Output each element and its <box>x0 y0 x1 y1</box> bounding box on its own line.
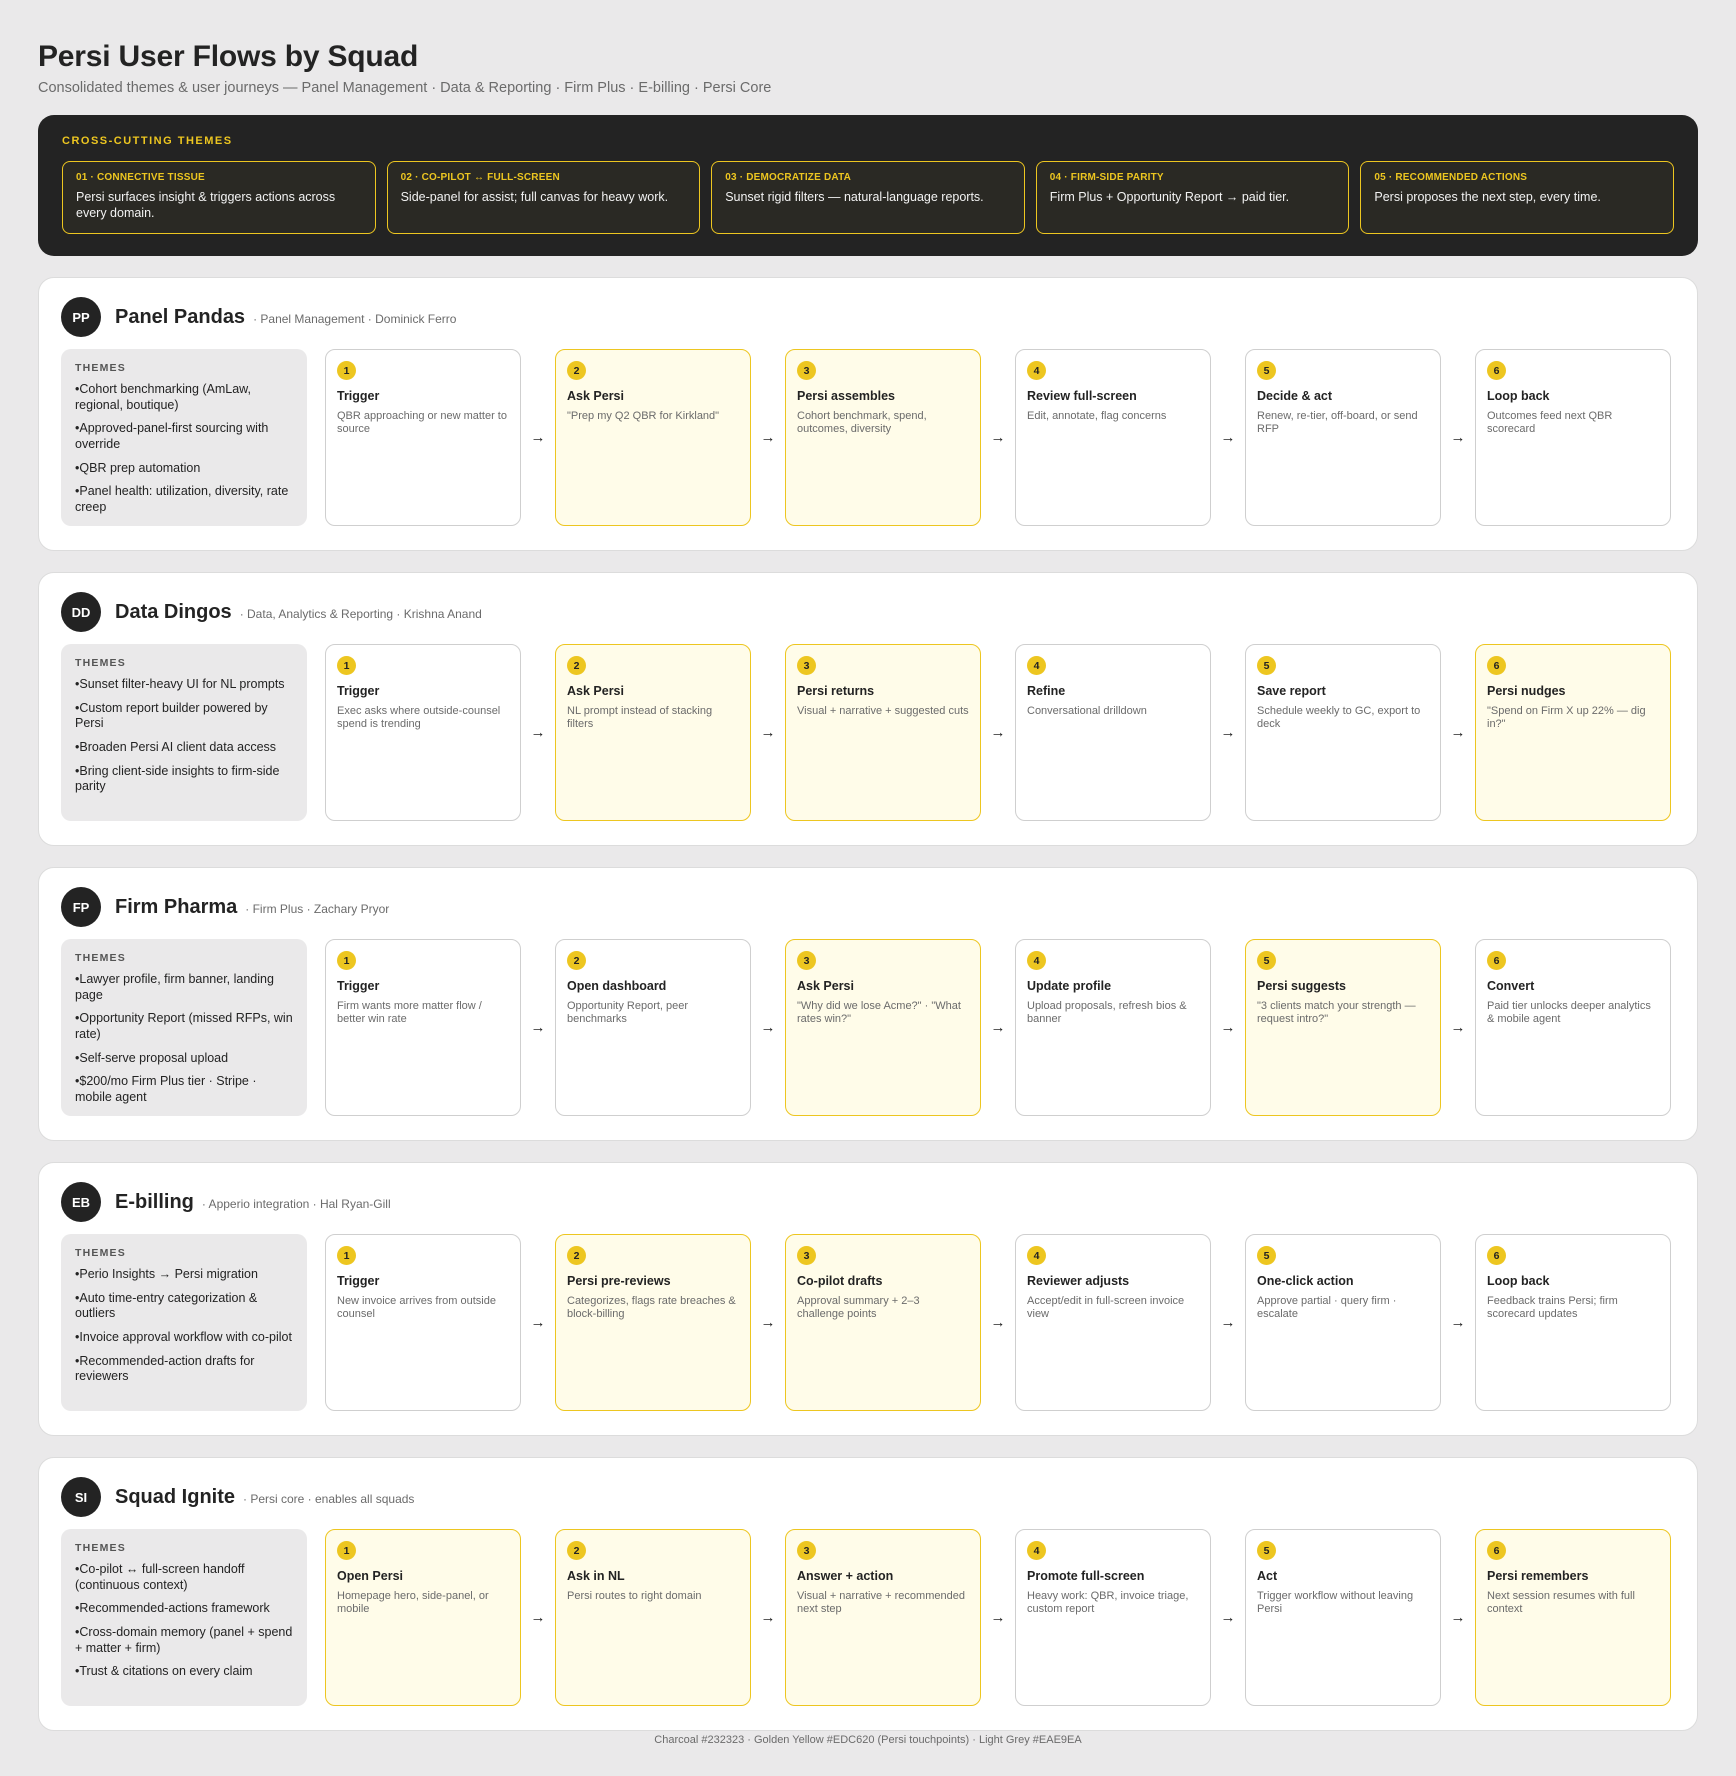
arrow-right-icon: → <box>530 1019 546 1036</box>
squad-header <box>61 592 1675 632</box>
squad-themes-box <box>61 644 307 821</box>
cross-cutting-label: CROSS-CUTTING THEMES <box>62 135 233 147</box>
theme-card-title: 05 · RECOMMENDED ACTIONS <box>1374 172 1528 183</box>
step-number-badge: 6 <box>1487 1541 1506 1560</box>
squad-body <box>61 939 1675 1116</box>
step-number-badge: 5 <box>1257 1246 1276 1265</box>
squad-meta: · Apperio integration · Hal Ryan-Gill <box>201 1196 391 1211</box>
step-card <box>1015 349 1211 526</box>
step-card <box>1015 1234 1211 1411</box>
squad-avatar: FP <box>61 887 101 927</box>
themes-list <box>75 1267 293 1385</box>
squad-meta: · Panel Management · Dominick Ferro <box>253 311 457 326</box>
squad-themes-box <box>61 1529 307 1706</box>
step-description: New invoice arrives from outside counsel <box>337 1295 496 1321</box>
page-subtitle: Consolidated themes & user journeys — Panel Management · Data & Reporting · Firm Plus · E-billing · Persi Core <box>38 80 772 96</box>
step-description: Next session resumes with full context <box>1487 1590 1635 1616</box>
theme-item: • Cross-domain memory (panel + spend + matter + firm) <box>75 1625 293 1656</box>
step-number-badge: 2 <box>567 951 586 970</box>
step-title: Decide & act <box>1257 389 1333 403</box>
step-card <box>325 644 521 821</box>
theme-item: • Co-pilot ↔ full-screen handoff (continuous context) <box>75 1562 293 1593</box>
step-description: Homepage hero, side-panel, or mobile <box>337 1590 489 1616</box>
step-card <box>555 939 751 1116</box>
themes-list <box>75 1562 293 1680</box>
theme-item: • Invoice approval workflow with co-pilot <box>75 1330 293 1346</box>
step-number-badge: 4 <box>1027 656 1046 675</box>
step-number-badge: 1 <box>337 1541 356 1560</box>
step-card <box>1015 1529 1211 1706</box>
theme-item: • Recommended-action drafts for reviewers <box>75 1354 293 1385</box>
step-title: Update profile <box>1027 979 1112 993</box>
step-number-badge: 6 <box>1487 1246 1506 1265</box>
themes-label: THEMES <box>75 952 126 964</box>
step-title: Open Persi <box>337 1569 403 1583</box>
squad-body <box>61 349 1675 526</box>
step-title: One-click action <box>1257 1274 1354 1288</box>
step-card <box>1475 349 1671 526</box>
squad-themes-box <box>61 1234 307 1411</box>
step-title: Convert <box>1487 979 1535 993</box>
arrow-right-icon: → <box>1450 1019 1466 1036</box>
flow-steps <box>325 349 1675 526</box>
flow-steps <box>325 644 1675 821</box>
squad-section <box>38 1457 1698 1731</box>
theme-item: • Recommended-actions framework <box>75 1601 293 1617</box>
theme-card-text: Persi surfaces insight & triggers actions across every domain. <box>76 190 336 221</box>
themes-list <box>75 382 293 515</box>
step-description: Edit, annotate, flag concerns <box>1027 410 1167 422</box>
squad-body <box>61 644 1675 821</box>
theme-card-text: Persi proposes the next step, every time. <box>1374 190 1601 204</box>
step-description: Approve partial · query firm · escalate <box>1257 1295 1397 1321</box>
step-description: "Spend on Firm X up 22% — dig in?" <box>1487 705 1646 731</box>
theme-item: • Bring client-side insights to firm-side parity <box>75 764 293 795</box>
theme-card-title: 01 · CONNECTIVE TISSUE <box>76 172 205 183</box>
squad-section <box>38 1162 1698 1436</box>
step-description: Opportunity Report, peer benchmarks <box>567 1000 689 1026</box>
persi-touchpoint-step-card <box>555 1529 751 1706</box>
squad-themes-box <box>61 349 307 526</box>
step-description: Visual + narrative + recommended next step <box>797 1590 965 1616</box>
step-number-badge: 6 <box>1487 361 1506 380</box>
theme-card-title: 03 · DEMOCRATIZE DATA <box>725 172 852 183</box>
theme-card <box>1360 161 1674 234</box>
theme-item: • Auto time-entry categorization & outliers <box>75 1291 293 1322</box>
arrow-right-icon: → <box>990 1609 1006 1626</box>
squad-avatar: PP <box>61 297 101 337</box>
persi-touchpoint-step-card <box>785 644 981 821</box>
persi-touchpoint-step-card <box>785 349 981 526</box>
step-number-badge: 3 <box>797 1541 816 1560</box>
themes-label: THEMES <box>75 1247 126 1259</box>
flow-steps <box>325 939 1675 1116</box>
step-card <box>325 939 521 1116</box>
step-title: Save report <box>1257 684 1326 698</box>
theme-item: • Approved-panel-first sourcing with override <box>75 421 293 452</box>
step-number-badge: 5 <box>1257 951 1276 970</box>
theme-item: • Sunset filter-heavy UI for NL prompts <box>75 677 293 693</box>
step-title: Persi nudges <box>1487 684 1566 698</box>
step-card <box>1245 1529 1441 1706</box>
step-description: "3 clients match your strength — request intro?" <box>1257 1000 1416 1026</box>
theme-card <box>711 161 1025 234</box>
step-title: Trigger <box>337 684 380 698</box>
step-title: Act <box>1257 1569 1278 1583</box>
step-card <box>1015 939 1211 1116</box>
squad-section <box>38 867 1698 1141</box>
themes-label: THEMES <box>75 362 126 374</box>
step-number-badge: 1 <box>337 1246 356 1265</box>
step-number-badge: 4 <box>1027 1541 1046 1560</box>
step-description: Feedback trains Persi; firm scorecard updates <box>1487 1295 1618 1321</box>
arrow-right-icon: → <box>1220 1314 1236 1331</box>
theme-item: • Self-serve proposal upload <box>75 1051 293 1067</box>
theme-item: • Panel health: utilization, diversity, rate creep <box>75 484 293 515</box>
theme-card <box>62 161 376 234</box>
squads-list <box>38 277 1698 1731</box>
step-title: Reviewer adjusts <box>1027 1274 1130 1288</box>
step-description: Renew, re-tier, off-board, or send RFP <box>1257 410 1418 436</box>
theme-card-title: 04 · FIRM-SIDE PARITY <box>1049 172 1164 183</box>
step-card <box>1245 644 1441 821</box>
flow-steps <box>325 1529 1675 1706</box>
squad-header <box>61 297 1675 337</box>
squad-avatar: DD <box>61 592 101 632</box>
step-description: Cohort benchmark, spend, outcomes, diversity <box>797 410 927 436</box>
arrow-right-icon: → <box>1450 1609 1466 1626</box>
flow-steps <box>325 1234 1675 1411</box>
step-number-badge: 5 <box>1257 1541 1276 1560</box>
squad-avatar: SI <box>61 1477 101 1517</box>
theme-item: • Perio Insights → Persi migration <box>75 1267 293 1283</box>
arrow-right-icon: → <box>1450 1314 1466 1331</box>
step-title: Loop back <box>1487 1274 1550 1288</box>
squad-name: Squad Ignite <box>115 1485 235 1508</box>
step-title: Open dashboard <box>567 979 667 993</box>
theme-item: • Broaden Persi AI client data access <box>75 740 293 756</box>
persi-touchpoint-step-card <box>1475 1529 1671 1706</box>
persi-touchpoint-step-card <box>555 1234 751 1411</box>
step-number-badge: 2 <box>567 1246 586 1265</box>
step-number-badge: 1 <box>337 951 356 970</box>
step-title: Answer + action <box>797 1569 894 1583</box>
step-description: Approval summary + 2–3 challenge points <box>797 1295 920 1321</box>
arrow-right-icon: → <box>530 429 546 446</box>
step-number-badge: 1 <box>337 361 356 380</box>
step-title: Persi returns <box>797 684 875 698</box>
step-title: Promote full-screen <box>1027 1569 1145 1583</box>
theme-item: • Opportunity Report (missed RFPs, win rate) <box>75 1011 293 1042</box>
squad-meta: · Persi core · enables all squads <box>243 1491 415 1506</box>
step-title: Persi pre-reviews <box>567 1274 671 1288</box>
step-title: Review full-screen <box>1027 389 1137 403</box>
theme-card <box>1036 161 1350 234</box>
arrow-right-icon: → <box>990 1314 1006 1331</box>
step-number-badge: 3 <box>797 1246 816 1265</box>
arrow-right-icon: → <box>1220 1019 1236 1036</box>
arrow-right-icon: → <box>990 429 1006 446</box>
step-description: Accept/edit in full-screen invoice view <box>1027 1295 1185 1321</box>
step-card <box>325 1234 521 1411</box>
step-card <box>1475 939 1671 1116</box>
squad-body <box>61 1529 1675 1706</box>
arrow-right-icon: → <box>1220 724 1236 741</box>
arrow-right-icon: → <box>1450 724 1466 741</box>
step-number-badge: 3 <box>797 656 816 675</box>
arrow-right-icon: → <box>530 1609 546 1626</box>
arrow-right-icon: → <box>760 724 776 741</box>
squad-meta: · Firm Plus · Zachary Pryor <box>245 901 390 916</box>
themes-list <box>75 677 293 795</box>
arrow-right-icon: → <box>760 1314 776 1331</box>
persi-touchpoint-step-card <box>1245 939 1441 1116</box>
squad-meta: · Data, Analytics & Reporting · Krishna Anand <box>239 606 482 621</box>
persi-touchpoint-step-card <box>785 1234 981 1411</box>
arrow-right-icon: → <box>760 1609 776 1626</box>
step-description: Exec asks where outside-counsel spend is trending <box>337 705 501 731</box>
color-legend-footer: Charcoal #232323 · Golden Yellow #EDC620 (Persi touchpoints) · Light Grey #EAE9EA <box>654 1734 1082 1746</box>
step-description: Trigger workflow without leaving Persi <box>1257 1590 1414 1616</box>
themes-label: THEMES <box>75 1542 126 1554</box>
squad-name: Firm Pharma <box>115 895 238 918</box>
persi-touchpoint-step-card <box>555 349 751 526</box>
page-title: Persi User Flows by Squad <box>38 40 419 73</box>
step-number-badge: 4 <box>1027 951 1046 970</box>
step-title: Ask Persi <box>567 389 624 403</box>
theme-cards <box>62 161 1674 234</box>
squad-avatar: EB <box>61 1182 101 1222</box>
step-number-badge: 4 <box>1027 361 1046 380</box>
arrow-right-icon: → <box>760 429 776 446</box>
step-description: Upload proposals, refresh bios & banner <box>1027 1000 1187 1026</box>
step-description: Visual + narrative + suggested cuts <box>797 705 969 717</box>
step-title: Loop back <box>1487 389 1550 403</box>
step-description: Categorizes, flags rate breaches & block-billing <box>567 1295 736 1321</box>
step-title: Refine <box>1027 684 1066 698</box>
persi-touchpoint-step-card <box>785 1529 981 1706</box>
theme-card-title: 02 · CO-PILOT ↔ FULL-SCREEN <box>400 172 560 183</box>
step-card <box>1245 349 1441 526</box>
step-description: Heavy work: QBR, invoice triage, custom report <box>1027 1590 1189 1616</box>
step-number-badge: 5 <box>1257 361 1276 380</box>
step-number-badge: 4 <box>1027 1246 1046 1265</box>
step-number-badge: 6 <box>1487 951 1506 970</box>
squad-header <box>61 887 1675 927</box>
step-number-badge: 2 <box>567 361 586 380</box>
step-description: Firm wants more matter flow / better win rate <box>337 1000 482 1026</box>
theme-card-text: Firm Plus + Opportunity Report → paid tier. <box>1049 190 1290 204</box>
step-title: Trigger <box>337 979 380 993</box>
persi-touchpoint-step-card <box>1475 644 1671 821</box>
step-card <box>1245 1234 1441 1411</box>
theme-card <box>387 161 701 234</box>
squad-themes-box <box>61 939 307 1116</box>
arrow-right-icon: → <box>990 1019 1006 1036</box>
arrow-right-icon: → <box>1220 429 1236 446</box>
squad-name: Panel Pandas <box>115 305 246 328</box>
step-description: "Prep my Q2 QBR for Kirkland" <box>567 410 720 422</box>
squad-header <box>61 1477 1675 1517</box>
theme-item: • $200/mo Firm Plus tier · Stripe · mobile agent <box>75 1074 293 1105</box>
step-number-badge: 2 <box>567 1541 586 1560</box>
step-title: Persi remembers <box>1487 1569 1589 1583</box>
step-description: "Why did we lose Acme?" · "What rates win?" <box>797 1000 961 1026</box>
step-number-badge: 2 <box>567 656 586 675</box>
themes-list <box>75 972 293 1105</box>
theme-card-text: Sunset rigid filters — natural-language reports. <box>725 190 984 204</box>
arrow-right-icon: → <box>530 1314 546 1331</box>
step-description: Schedule weekly to GC, export to deck <box>1257 705 1421 731</box>
step-card <box>325 349 521 526</box>
themes-label: THEMES <box>75 657 126 669</box>
step-description: Conversational drilldown <box>1027 705 1147 717</box>
step-description: Persi routes to right domain <box>567 1590 702 1602</box>
theme-item: • Custom report builder powered by Persi <box>75 701 293 732</box>
squad-name: E-billing <box>115 1190 194 1213</box>
step-description: Outcomes feed next QBR scorecard <box>1487 410 1613 436</box>
step-number-badge: 6 <box>1487 656 1506 675</box>
step-card <box>1015 644 1211 821</box>
persi-touchpoint-step-card <box>555 644 751 821</box>
step-title: Co-pilot drafts <box>797 1274 883 1288</box>
step-description: Paid tier unlocks deeper analytics & mobile agent <box>1487 1000 1651 1026</box>
step-title: Persi suggests <box>1257 979 1346 993</box>
persi-touchpoint-step-card <box>325 1529 521 1706</box>
step-title: Persi assembles <box>797 389 895 403</box>
step-number-badge: 5 <box>1257 656 1276 675</box>
arrow-right-icon: → <box>990 724 1006 741</box>
step-title: Ask Persi <box>797 979 854 993</box>
theme-item: • Cohort benchmarking (AmLaw, regional, boutique) <box>75 382 293 413</box>
step-title: Ask Persi <box>567 684 624 698</box>
theme-item: • QBR prep automation <box>75 461 293 477</box>
squad-name: Data Dingos <box>115 600 232 623</box>
step-description: QBR approaching or new matter to source <box>337 410 507 436</box>
step-number-badge: 1 <box>337 656 356 675</box>
step-number-badge: 3 <box>797 951 816 970</box>
squad-header <box>61 1182 1675 1222</box>
arrow-right-icon: → <box>1450 429 1466 446</box>
theme-card-text: Side-panel for assist; full canvas for heavy work. <box>400 190 669 204</box>
arrow-right-icon: → <box>1220 1609 1236 1626</box>
cross-cutting-themes <box>38 115 1698 256</box>
theme-item: • Trust & citations on every claim <box>75 1664 293 1680</box>
step-card <box>1475 1234 1671 1411</box>
squad-body <box>61 1234 1675 1411</box>
squad-section <box>38 572 1698 846</box>
arrow-right-icon: → <box>760 1019 776 1036</box>
step-title: Trigger <box>337 389 380 403</box>
step-description: NL prompt instead of stacking filters <box>567 705 713 731</box>
theme-item: • Lawyer profile, firm banner, landing page <box>75 972 293 1003</box>
step-title: Trigger <box>337 1274 380 1288</box>
squad-section <box>38 277 1698 551</box>
step-number-badge: 3 <box>797 361 816 380</box>
persi-touchpoint-step-card <box>785 939 981 1116</box>
step-title: Ask in NL <box>567 1569 625 1583</box>
arrow-right-icon: → <box>530 724 546 741</box>
